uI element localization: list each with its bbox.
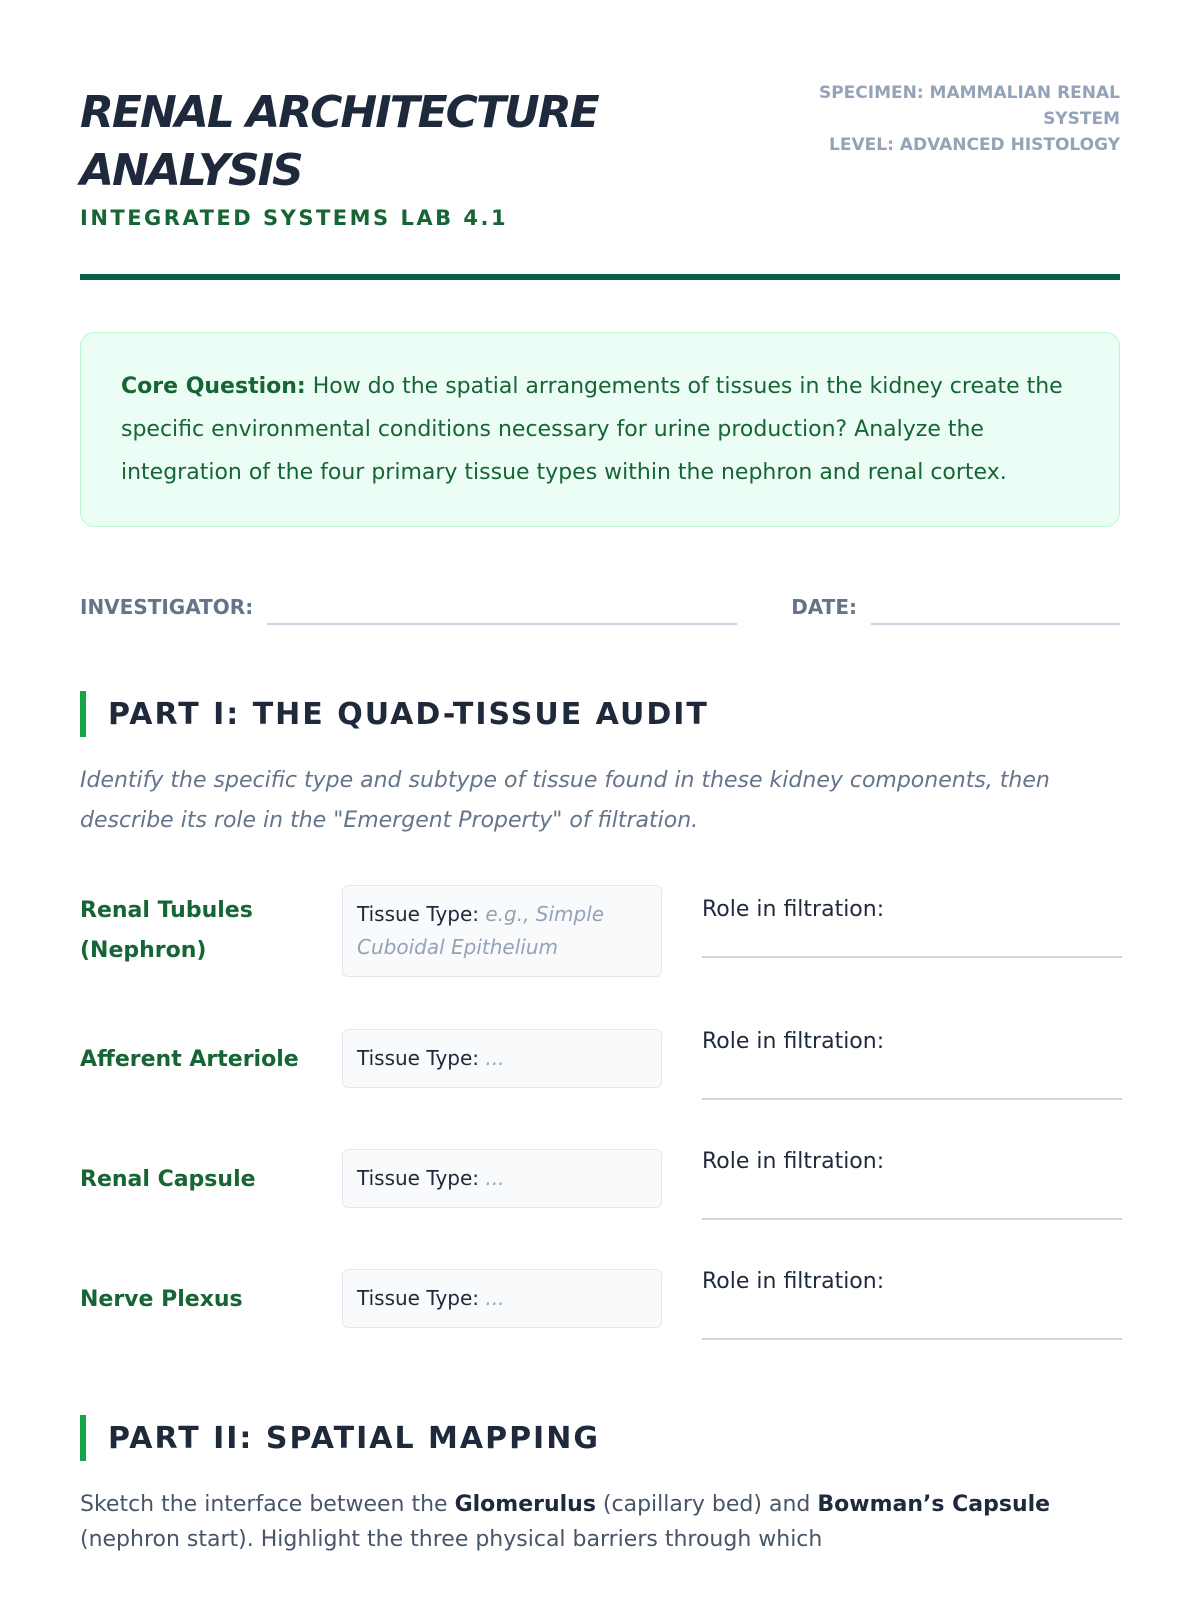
student-info-fields bbox=[80, 585, 1120, 625]
role-field[interactable] bbox=[702, 1029, 1122, 1100]
role-answer-line[interactable] bbox=[702, 922, 1122, 958]
audit-row-renal-capsule bbox=[80, 1149, 1120, 1269]
role-label: Role in filtration: bbox=[702, 897, 885, 922]
header-divider bbox=[80, 274, 1120, 280]
core-question-text: How do the spatial arrangements of tissues in the kidney create the specific environmental conditions necessary for urine production? Analyze the integration of the four primary tissue types within the nephron and renal cortex. bbox=[121, 374, 1063, 485]
tissue-type-input[interactable] bbox=[342, 1269, 662, 1328]
audit-row-nerve-plexus bbox=[80, 1269, 1120, 1349]
tissue-type-hint: e.g., Simple Cuboidal Epithelium bbox=[357, 902, 605, 959]
component-label: Afferent Arteriole bbox=[80, 1047, 299, 1072]
tissue-type-hint: ... bbox=[485, 1046, 505, 1070]
investigator-field[interactable] bbox=[267, 585, 737, 625]
role-label: Role in filtration: bbox=[702, 1149, 885, 1174]
part2-title: PART II: SPATIAL MAPPING bbox=[108, 1420, 600, 1456]
role-label: Role in filtration: bbox=[702, 1269, 885, 1294]
role-label: Role in filtration: bbox=[702, 1029, 885, 1054]
tissue-type-input[interactable] bbox=[342, 885, 662, 977]
worksheet-header bbox=[80, 0, 1120, 230]
part2-instructions bbox=[80, 1487, 1120, 1557]
specimen-line-2: SYSTEM bbox=[1043, 109, 1120, 129]
part2-header bbox=[80, 1415, 1120, 1461]
date-field[interactable] bbox=[871, 585, 1120, 625]
specimen-meta bbox=[780, 80, 1120, 158]
title-line-1: RENAL ARCHITECTURE bbox=[80, 87, 598, 138]
role-field[interactable] bbox=[702, 1149, 1122, 1220]
role-answer-line[interactable] bbox=[702, 1054, 1122, 1100]
part1-title: PART I: THE QUAD-TISSUE AUDIT bbox=[108, 696, 709, 732]
component-label: Renal Capsule bbox=[80, 1167, 256, 1192]
page-title bbox=[80, 84, 680, 200]
component-label: Renal Tubules (Nephron) bbox=[80, 898, 253, 963]
specimen-line-1: SPECIMEN: MAMMALIAN RENAL bbox=[818, 83, 1120, 103]
part2-text-1: Sketch the interface between the bbox=[80, 1492, 455, 1517]
tissue-type-hint: ... bbox=[485, 1286, 505, 1310]
role-answer-line[interactable] bbox=[702, 1174, 1122, 1220]
level-line: LEVEL: ADVANCED HISTOLOGY bbox=[829, 135, 1120, 155]
core-question-label: Core Question: bbox=[121, 374, 306, 399]
tissue-type-hint: ... bbox=[485, 1166, 505, 1190]
tissue-type-label: Tissue Type: bbox=[357, 1286, 480, 1310]
investigator-label: INVESTIGATOR: bbox=[80, 595, 254, 619]
audit-row-renal-tubules bbox=[80, 885, 1120, 1029]
section-accent-bar bbox=[80, 691, 86, 737]
tissue-type-input[interactable] bbox=[342, 1029, 662, 1088]
role-field[interactable] bbox=[702, 897, 1122, 958]
bowmans-capsule-term: Bowman’s Capsule bbox=[817, 1492, 1051, 1517]
tissue-type-input[interactable] bbox=[342, 1149, 662, 1208]
lab-subtitle: INTEGRATED SYSTEMS LAB 4.1 bbox=[80, 206, 509, 230]
date-label: DATE: bbox=[791, 595, 858, 619]
role-field[interactable] bbox=[702, 1269, 1122, 1340]
title-line-2: ANALYSIS bbox=[80, 145, 302, 196]
part1-instructions: Identify the specific type and subtype of tissue found in these kidney components, then describe its role in the "Emergent Property" of filtration. bbox=[80, 768, 1050, 833]
section-accent-bar bbox=[80, 1415, 86, 1461]
part2-text-3: (nephron start). Highlight the three physical barriers through which bbox=[80, 1527, 823, 1552]
audit-row-afferent-arteriole bbox=[80, 1029, 1120, 1149]
part2-text-2: (capillary bed) and bbox=[595, 1492, 818, 1517]
core-question-callout bbox=[80, 332, 1120, 527]
role-answer-line[interactable] bbox=[702, 1294, 1122, 1340]
tissue-type-label: Tissue Type: bbox=[357, 1046, 480, 1070]
part1-header bbox=[80, 691, 1120, 737]
glomerulus-term: Glomerulus bbox=[454, 1492, 596, 1517]
tissue-type-label: Tissue Type: bbox=[357, 1166, 480, 1190]
tissue-type-label: Tissue Type: bbox=[357, 902, 480, 926]
component-label: Nerve Plexus bbox=[80, 1287, 243, 1312]
